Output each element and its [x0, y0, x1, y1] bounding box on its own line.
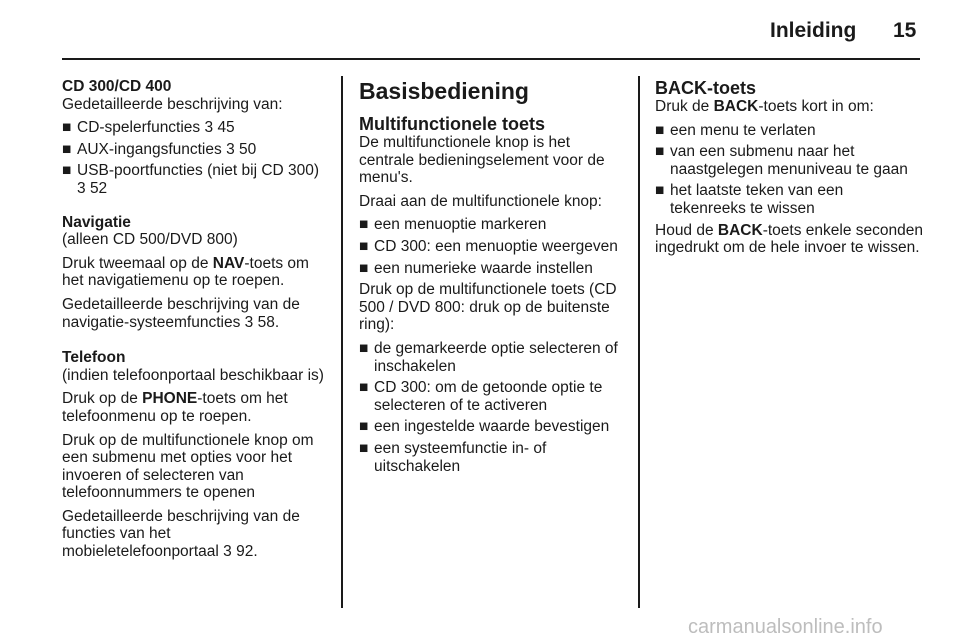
page-ref[interactable]: 52 — [89, 179, 108, 197]
phone-key-label: PHONE — [142, 390, 198, 408]
page-ref-arrow-icon: 3 — [223, 543, 232, 561]
back-key-label: BACK — [717, 221, 763, 239]
tel-paragraph-1: Druk op de PHONE-toets om het telefoonmenu op te roepen. — [62, 390, 288, 425]
bullet-icon: ■ — [655, 121, 665, 139]
bullet-icon: ■ — [359, 339, 369, 357]
page-number: 15 — [893, 19, 917, 42]
list-item — [359, 260, 625, 278]
list-item — [359, 216, 625, 234]
bullet-icon: ■ — [359, 379, 369, 397]
list-item-text: CD-spelerfuncties — [77, 119, 201, 137]
multifunction-paragraph-3: Druk op de multifunctionele toets (CD 500 / DVD 800: druk op de buitenste ring): — [359, 281, 617, 334]
list-item-text: het laatste teken van een tekenreeks te wissen — [670, 182, 844, 217]
nav-key-label: NAV — [212, 254, 245, 272]
page-ref[interactable]: 50 — [239, 140, 257, 158]
page-ref-arrow-icon: 3 — [244, 313, 254, 331]
bullet-icon: ■ — [359, 237, 369, 255]
section-heading-telephone: Telefoon — [62, 349, 126, 367]
bullet-icon: ■ — [359, 439, 369, 457]
tel-paragraph-2: Druk op de multifunctionele knop om een submenu met opties voor het invoeren of selecteren van telefoonnummers te openen — [62, 431, 314, 502]
turn-list — [359, 216, 625, 277]
bullet-icon: ■ — [62, 140, 72, 158]
page-ref[interactable]: 92. — [236, 543, 258, 561]
back-key-label: BACK — [713, 98, 759, 115]
list-item-text: een ingestelde waarde bevestigen — [374, 418, 610, 436]
column-3 — [655, 78, 923, 263]
page-header-title: Inleiding — [770, 19, 857, 42]
page-ref[interactable]: 45 — [217, 119, 235, 137]
section-heading-navigation: Navigatie — [62, 213, 131, 231]
bullet-icon: ■ — [655, 143, 665, 161]
cd-intro: Gedetailleerde beschrijving van: — [62, 95, 283, 113]
header-divider — [62, 58, 920, 60]
list-item-text: AUX-ingangsfuncties — [77, 140, 222, 158]
list-item-text: een numerieke waarde instellen — [374, 259, 593, 277]
back-list — [655, 122, 923, 218]
list-item — [359, 418, 625, 436]
bullet-icon: ■ — [359, 418, 369, 436]
list-item — [359, 238, 625, 256]
list-item — [62, 141, 328, 159]
back-paragraph-2: Houd de BACK-toets enkele seconden ingedrukt om de hele invoer te wissen. — [655, 221, 923, 257]
watermark: carmanualsonline.info — [688, 616, 883, 638]
list-item-text: een menu te verlaten — [670, 121, 816, 139]
section-heading-back: BACK-toets — [655, 78, 756, 98]
bullet-icon: ■ — [62, 119, 72, 137]
list-item — [359, 379, 625, 414]
section-heading-multifunction: Multifunctionele toets — [359, 114, 545, 134]
list-item — [359, 440, 625, 475]
bullet-icon: ■ — [359, 216, 369, 234]
list-item-text: USB-poortfuncties (niet bij CD 300) — [77, 162, 320, 180]
cd-list — [62, 119, 328, 197]
multifunction-paragraph-2: Draai aan de multifunctionele knop: — [359, 192, 602, 210]
back-paragraph-1: Druk de BACK-toets kort in om: — [655, 98, 874, 115]
list-item — [655, 122, 923, 140]
list-item — [62, 119, 328, 137]
press-list — [359, 340, 625, 475]
column-1 — [62, 78, 328, 567]
nav-subtitle: (alleen CD 500/DVD 800) — [62, 231, 238, 249]
page-ref-arrow-icon: 3 — [204, 119, 214, 137]
nav-paragraph-1: Druk tweemaal op de NAV-toets om het navigatiemenu op te roepen. — [62, 254, 309, 290]
column-divider-2 — [638, 76, 640, 608]
column-divider-1 — [341, 76, 343, 608]
bullet-icon: ■ — [359, 259, 369, 277]
list-item-text: van een submenu naar het naastgelegen menuniveau te gaan — [670, 143, 908, 178]
list-item-text: een menuoptie markeren — [374, 216, 547, 234]
chapter-heading: Basisbediening — [359, 78, 529, 104]
list-item-text: de gemarkeerde optie selecteren of inschakelen — [374, 339, 618, 375]
tel-paragraph-3: Gedetailleerde beschrijving van de functies van het mobieletelefoonportaal 3 92. — [62, 507, 300, 561]
list-item-text: CD 300: om de getoonde optie te selecteren of te activeren — [374, 379, 603, 414]
list-item — [62, 162, 328, 197]
page-ref[interactable]: 58. — [257, 313, 280, 331]
list-item — [655, 143, 923, 178]
list-item-text: een systeemfunctie in- of uitschakelen — [374, 439, 547, 475]
page-ref-arrow-icon: 3 — [226, 140, 235, 158]
bullet-icon: ■ — [62, 162, 72, 180]
section-heading-cd: CD 300/CD 400 — [62, 78, 172, 95]
bullet-icon: ■ — [655, 182, 665, 200]
nav-paragraph-2: Gedetailleerde beschrijving van de navigatie-systeemfuncties 3 58. — [62, 295, 300, 331]
list-item-text: CD 300: een menuoptie weergeven — [374, 237, 618, 255]
list-item — [655, 182, 923, 217]
column-2 — [359, 78, 625, 479]
multifunction-paragraph-1: De multifunctionele knop is het centrale bedieningselement voor de menu's. — [359, 134, 605, 187]
page-ref-arrow-icon: 3 — [77, 179, 86, 197]
list-item — [359, 340, 625, 375]
tel-subtitle: (indien telefoonportaal beschikbaar is) — [62, 366, 324, 384]
